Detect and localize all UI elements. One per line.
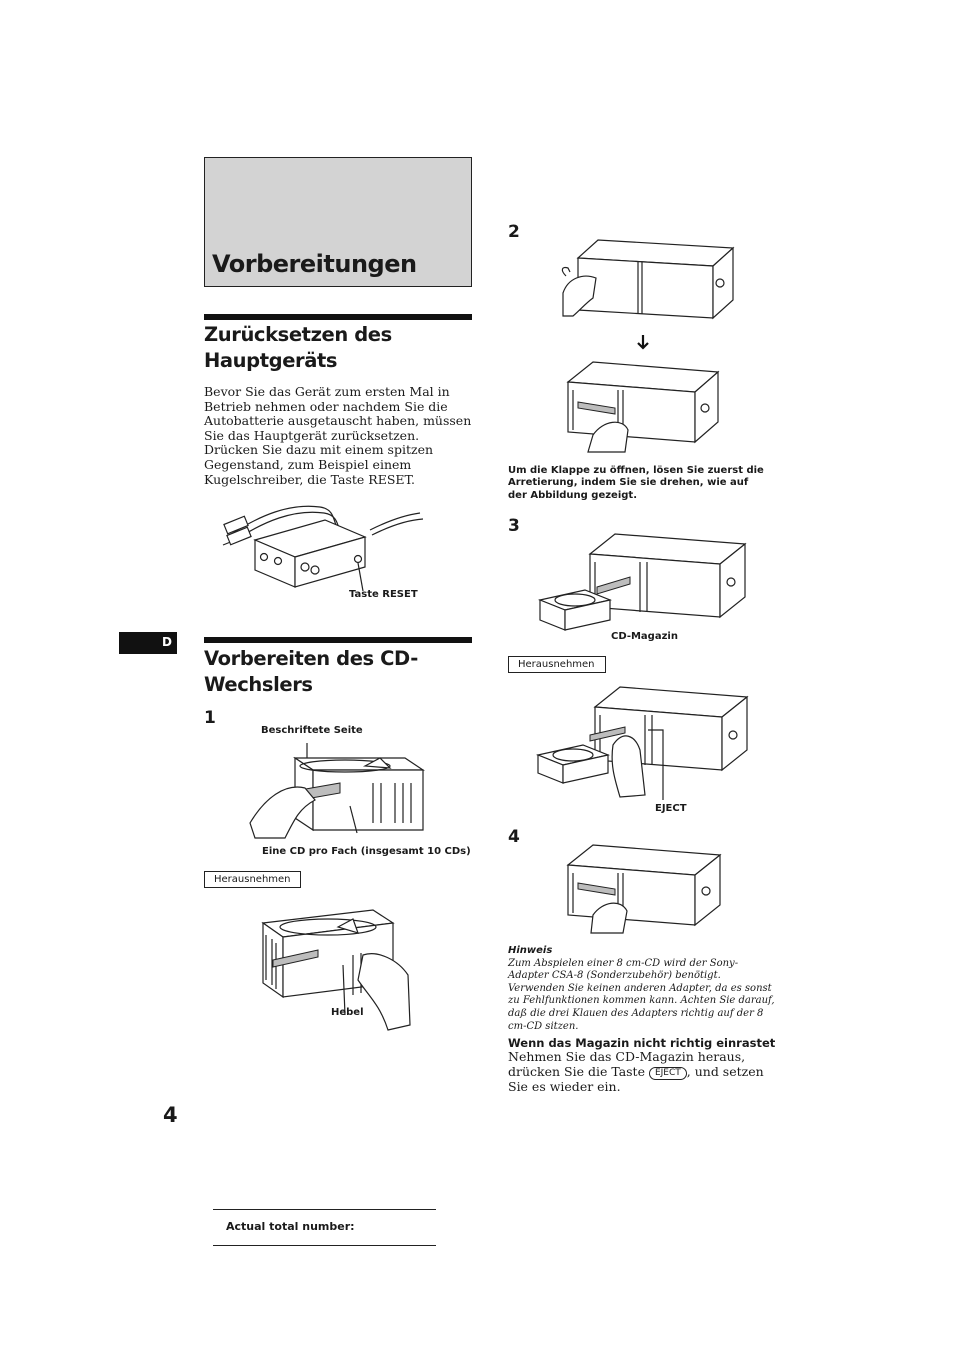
section-rule-reset <box>204 314 472 320</box>
footer-rule-bottom <box>213 1245 436 1246</box>
main-unit-illustration <box>220 495 450 595</box>
footer-rule-top <box>213 1209 436 1210</box>
step-4-number: 4 <box>508 827 520 847</box>
insert-magazine-illustration <box>535 532 747 632</box>
remove-label-step1: Herausnehmen <box>204 871 301 888</box>
hint-title: Hinweis <box>508 945 553 956</box>
close-door-illustration <box>563 843 725 935</box>
trouble-block <box>508 1036 776 1094</box>
lever-caption: Hebel <box>331 1007 364 1018</box>
reset-paragraph-1: Bevor Sie das Gerät zum ersten Mal in Betrieb nehmen oder nachdem Sie die Autobatterie ausgetauscht haben, müssen Sie das Hauptgerät zurücksetzen. <box>204 384 472 443</box>
hint-block <box>508 945 776 1033</box>
eject-magazine-illustration <box>535 685 750 805</box>
unit-door-open-illustration <box>563 360 723 452</box>
prepare-heading: Vorbereiten des CD-Wechslers <box>204 647 418 696</box>
reset-text <box>204 385 472 487</box>
cd-magazine-caption: CD-Magazin <box>611 631 678 642</box>
trouble-text-before: Nehmen Sie das CD-Magazin heraus, drücken Sie die Taste <box>508 1049 746 1079</box>
unit-door-unlock-illustration <box>558 238 738 320</box>
chapter-title-box <box>204 157 472 287</box>
trouble-heading: Wenn das Magazin nicht richtig einrastet <box>508 1036 776 1050</box>
section-rule-prepare <box>204 637 472 643</box>
step-3-number: 3 <box>508 516 520 536</box>
step-2-caption: Um die Klappe zu öffnen, lösen Sie zuerst die Arretierung, indem Sie sie drehen, wie auf der Abbildung gezeigt. <box>508 465 764 501</box>
trouble-text <box>508 1050 776 1094</box>
hint-text: Zum Abspielen einer 8 cm-CD wird der Sony-Adapter CSA-8 (Sonderzubehör) benötigt. Verwenden Sie keinen anderen Adapter, da es sonst zu Fehlfunktionen kommen kann. Achten Sie darauf, daß die drei Klauen des Adapters richtig auf der 8 cm-CD sitzen. <box>508 957 775 1032</box>
step-1-number: 1 <box>204 708 216 728</box>
reset-paragraph-2: Drücken Sie dazu mit einem spitzen Gegenstand, zum Beispiel einem Kugelschreiber, die Taste RESET. <box>204 442 434 487</box>
reset-button-caption: Taste RESET <box>349 589 418 600</box>
trouble-text-after: , und setzen Sie es wieder ein. <box>508 1063 764 1094</box>
step-2-number: 2 <box>508 222 520 242</box>
eject-key-icon: EJECT <box>649 1067 687 1080</box>
down-arrow-icon <box>636 334 650 350</box>
one-cd-per-slot-caption: Eine CD pro Fach (insgesamt 10 CDs) <box>262 846 471 857</box>
eject-caption: EJECT <box>655 803 687 814</box>
chapter-title: Vorbereitungen <box>212 250 417 278</box>
magazine-insert-cd-illustration <box>245 738 430 843</box>
labeled-side-caption: Beschriftete Seite <box>261 725 363 736</box>
language-tab: D <box>119 632 177 654</box>
page-number: 4 <box>163 1103 178 1127</box>
reset-heading: Zurücksetzen des Hauptgeräts <box>204 323 392 372</box>
remove-label-step3: Herausnehmen <box>508 656 606 673</box>
footer-label: Actual total number: <box>226 1220 355 1233</box>
